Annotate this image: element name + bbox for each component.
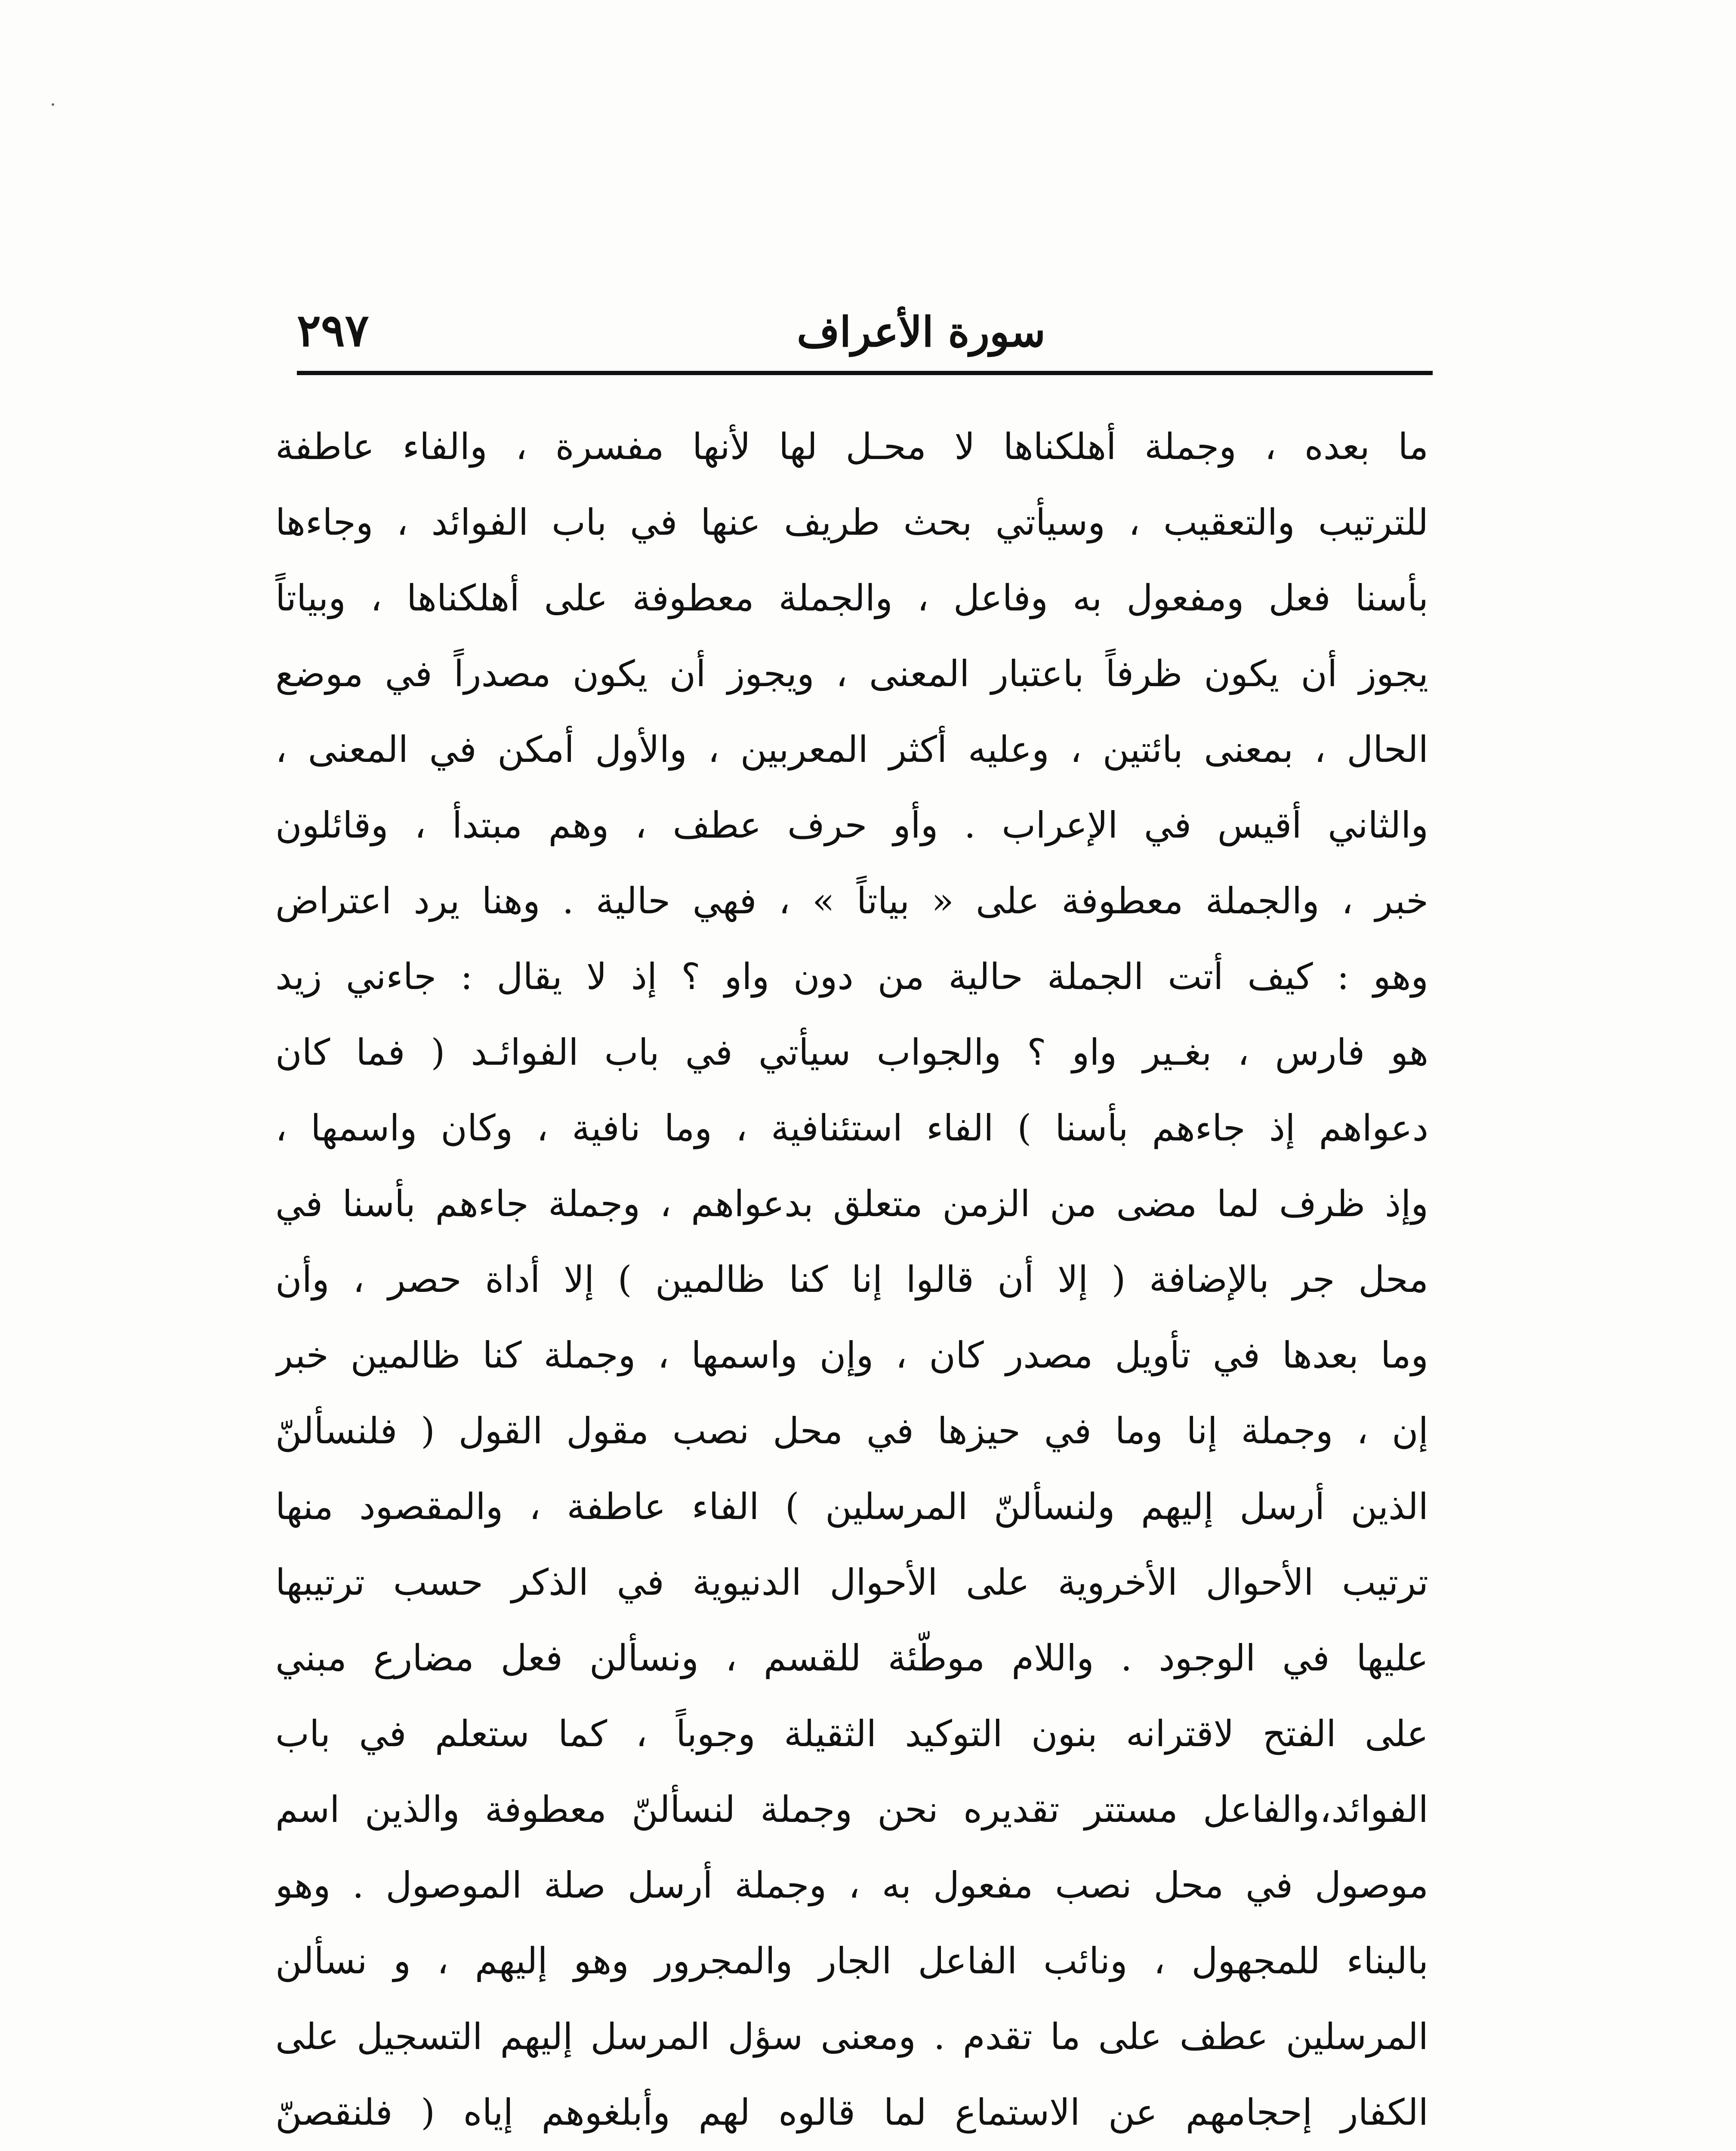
text-line: وهو : كيف أتت الجملة حالية من دون واو ؟ إذ لا يقال : جاءني زيد (275, 955, 1428, 998)
text-line: إن ، وجملة إنا وما في حيزها في محل نصب مقول القول ( فلنسألنّ (275, 1410, 1428, 1452)
text-line: وإذ ظرف لما مضى من الزمن متعلق بدعواهم ، وجملة جاءهم بأسنا في (275, 1183, 1428, 1225)
text-line: موصول في محل نصب مفعول به ، وجملة أرسل صلة الموصول . وهو (275, 1864, 1428, 1906)
text-line: الكفار إحجامهم عن الاستماع لما قالوه لهم وأبلغوهم إياه ( فلنقصنّ (275, 2091, 1428, 2133)
text-line: عليها في الوجود . واللام موطّئة للقسم ، ونسألن فعل مضارع مبني (275, 1637, 1428, 1679)
header-rule (297, 371, 1433, 375)
page-header (297, 275, 1433, 357)
text-line: المرسلين عطف على ما تقدم . ومعنى سؤل المرسل إليهم التسجيل على (275, 2015, 1428, 2058)
text-line: بالبناء للمجهول ، ونائب الفاعل الجار والمجرور وهو إليهم ، و نسألن (275, 1940, 1428, 1982)
text-line: ترتيب الأحوال الأخروية على الأحوال الدنيوية في الذكر حسب ترتيبها (275, 1561, 1428, 1603)
text-line: خبر ، والجملة معطوفة على « بياتاً » ، فهي حالية . وهنا يرد اعتراض (275, 880, 1428, 922)
body-text (275, 409, 1428, 2151)
running-title: سورة الأعراف (797, 308, 1045, 356)
text-line: يجوز أن يكون ظرفاً باعتبار المعنى ، ويجوز أن يكون مصدراً في موضع (275, 653, 1428, 695)
text-line: ما بعده ، وجملة أهلكناها لا محـل لها لأنها مفسرة ، والفاء عاطفة (275, 425, 1428, 468)
text-line: محل جر بالإضافة ( إلا أن قالوا إنا كنا ظالمين ) إلا أداة حصر ، وأن (275, 1258, 1428, 1300)
text-line: للترتيب والتعقيب ، وسيأتي بحث طريف عنها في باب الفوائد ، وجاءها (275, 501, 1428, 543)
text-line: وما بعدها في تأويل مصدر كان ، وإن واسمها ، وجملة كنا ظالمين خبر (275, 1334, 1428, 1376)
text-line: الحال ، بمعنى بائتين ، وعليه أكثر المعربين ، والأول أمكن في المعنى ، (275, 728, 1428, 770)
text-line: الذين أرسل إليهم ولنسألنّ المرسلين ) الفاء عاطفة ، والمقصود منها (275, 1485, 1428, 1528)
page-number: ٢٩٧ (297, 304, 369, 357)
text-line: هو فارس ، بغـير واو ؟ والجواب سيأتي في باب الفوائـد ( فما كان (275, 1031, 1428, 1073)
scan-speck (52, 103, 54, 106)
text-line: والثاني أقيس في الإعراب . وأو حرف عطف ، وهم مبتدأ ، وقائلون (275, 804, 1428, 846)
text-line: الفوائد،والفاعل مستتر تقديره نحن وجملة لنسألنّ معطوفة والذين اسم (275, 1788, 1428, 1831)
text-line: على الفتح لاقترانه بنون التوكيد الثقيلة وجوباً ، كما ستعلم في باب (275, 1713, 1428, 1755)
text-line: بأسنا فعل ومفعول به وفاعل ، والجملة معطوفة على أهلكناها ، وبياتاً (275, 577, 1428, 619)
text-line: دعواهم إذ جاءهم بأسنا ) الفاء استئنافية ، وما نافية ، وكان واسمها ، (275, 1107, 1428, 1149)
